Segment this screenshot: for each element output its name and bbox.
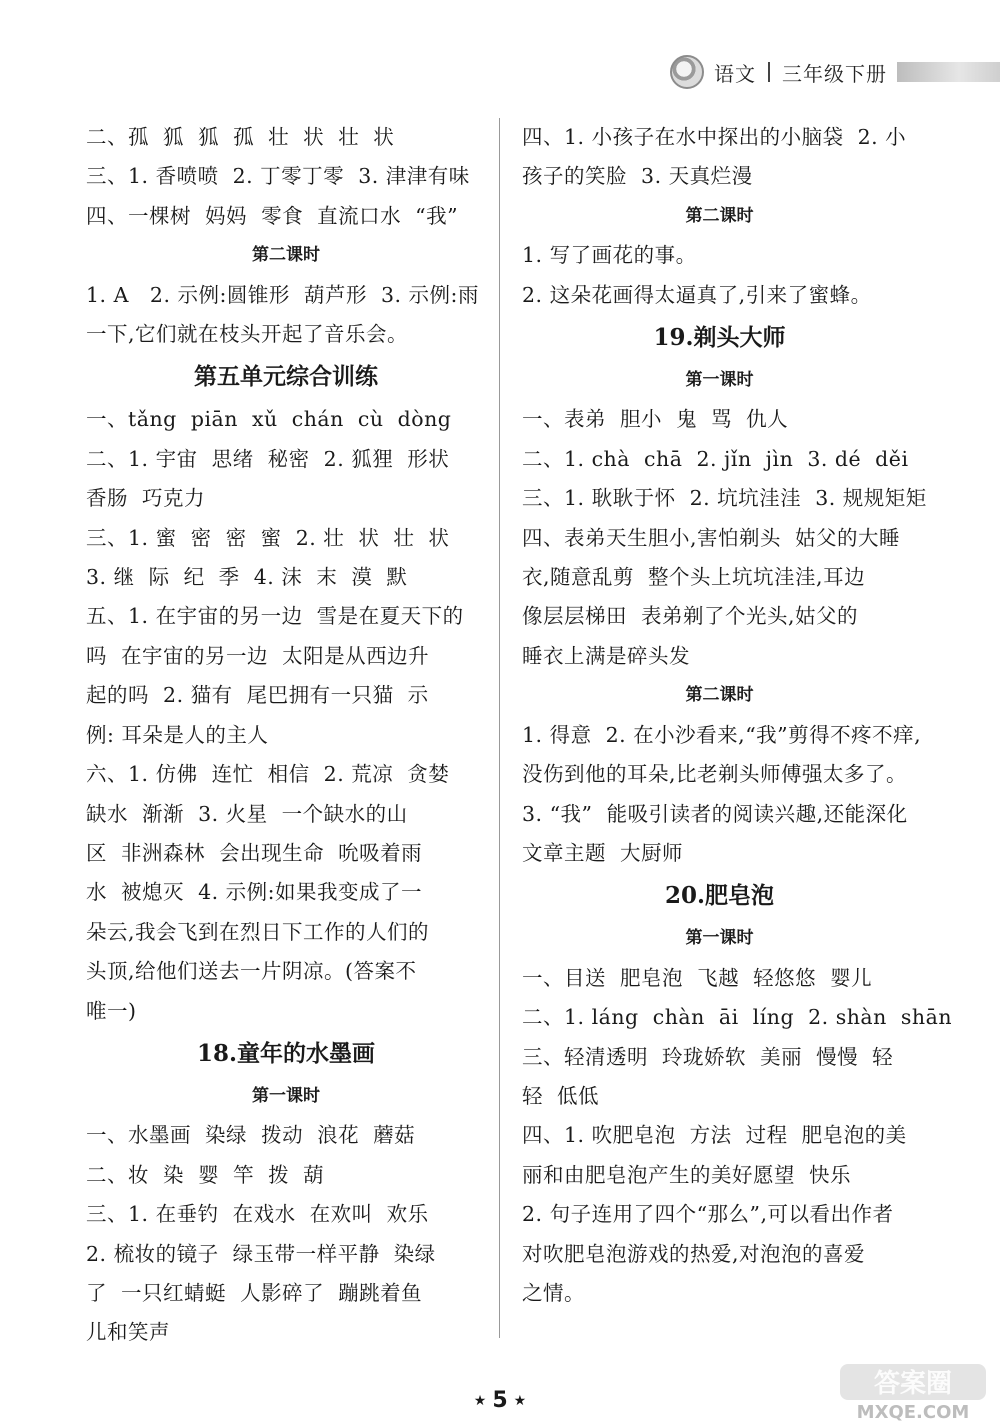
answer-line: 五、1. 在宇宙的另一边 雪是在夏天下的	[86, 604, 464, 629]
lesson-heading: 第一课时	[685, 928, 754, 949]
grade-label: 三年级下册	[782, 61, 887, 86]
answer-line: 轻 低低	[522, 1083, 600, 1108]
answer-line: 四、表弟天生胆小,害怕剃头 姑父的大睡	[522, 525, 901, 550]
lesson-heading: 第一课时	[252, 1085, 320, 1106]
answer-line: 衣,随意乱剪 整个头上坑坑洼洼,耳边	[522, 565, 866, 590]
answer-line: 一、表弟 胆小 鬼 骂 仇人	[522, 407, 789, 432]
answer-line: 一、tǎng piān xǔ chán cù dòng	[86, 407, 452, 432]
answer-line: 1. A 2. 示例:圆锥形 葫芦形 3. 示例:雨	[86, 282, 479, 307]
answer-line: 唯一)	[86, 998, 137, 1023]
answer-line: 香肠 巧克力	[86, 486, 206, 511]
answer-line: 3. 继 际 纪 季 4. 沫 末 漠 默	[86, 565, 408, 590]
answer-line: 文章主题 大厨师	[522, 840, 684, 865]
answer-line: 例: 耳朵是人的主人	[86, 722, 269, 747]
answer-line: 水 被熄灭 4. 示例:如果我变成了一	[86, 880, 423, 905]
header-decor-bar	[897, 62, 1000, 82]
answer-line: 起的吗 2. 猫有 尾巴拥有一只猫 示	[86, 683, 429, 708]
section-title: 第五单元综合训练	[194, 363, 378, 391]
answer-line: 二、1. chà chā 2. jǐn jìn 3. dé děi	[522, 446, 909, 471]
answer-line: 2. 这朵花画得太逼真了,引来了蜜蜂。	[522, 282, 872, 307]
answer-line: 二、1. 宇宙 思绪 秘密 2. 狐狸 形状	[86, 446, 450, 471]
answer-line: 三、1. 耿耿于怀 2. 坑坑洼洼 3. 规规矩矩	[522, 486, 927, 511]
subject-label: 语文	[714, 61, 756, 86]
answer-line: 丽和由肥皂泡产生的美好愿望 快乐	[522, 1162, 852, 1187]
page-number-value: 5	[492, 1388, 508, 1413]
answer-line: 了 一只红蜻蜓 人影碎了 蹦跳着鱼	[86, 1280, 423, 1305]
answer-line: 1. 得意 2. 在小沙看来,“我”剪得不疼不痒,	[522, 722, 922, 747]
answer-line: 二、孤 狐 狐 孤 壮 状 壮 状	[86, 125, 395, 149]
answer-line: 区 非洲森林 会出现生命 吮吸着雨	[86, 840, 423, 865]
watermark-url: MXQE.COM	[856, 1402, 970, 1423]
watermark-logo	[838, 1362, 988, 1424]
answer-line: 四、一棵树 妈妈 零食 直流口水 “我”	[86, 203, 459, 228]
answer-line: 缺水 渐渐 3. 火星 一个缺水的山	[86, 801, 408, 826]
answer-line: 吗 在宇宙的另一边 太阳是从西边升	[86, 643, 430, 668]
answer-line: 像层层梯田 表弟剃了个光头,姑父的	[522, 604, 859, 629]
answer-line: 一下,它们就在枝头开起了音乐会。	[86, 322, 409, 347]
answer-line: 2. 梳妆的镜子 绿玉带一样平静 染绿	[86, 1241, 436, 1266]
answer-line: 头顶,给他们送去一片阴凉。(答案不	[86, 959, 417, 984]
answer-line: 一、水墨画 染绿 拨动 浪花 蘑菇	[86, 1123, 416, 1148]
lesson-heading: 第二课时	[685, 205, 754, 226]
answer-line: 没伤到他的耳朵,比老剃头师傅强太多了。	[522, 762, 908, 787]
answer-line: 1. 写了画花的事。	[522, 243, 697, 268]
answer-line: 三、1. 香喷喷 2. 丁零丁零 3. 津津有味	[86, 164, 470, 189]
book-logo-icon	[670, 55, 704, 89]
answer-line: 3. “我” 能吸引读者的阅读兴趣,还能深化	[522, 801, 908, 826]
column-divider	[499, 118, 500, 1338]
section-title: 20.肥皂泡	[664, 882, 774, 910]
answer-line: 2. 句子连用了四个“那么”,可以看出作者	[522, 1202, 894, 1227]
lesson-heading: 第二课时	[685, 685, 754, 706]
header-separator	[768, 62, 770, 82]
answer-line: 睡衣上满是碎头发	[522, 643, 690, 668]
answer-line: 四、1. 小孩子在水中探出的小脑袋 2. 小	[522, 125, 907, 149]
right-column	[522, 118, 953, 1313]
left-column	[86, 118, 486, 1353]
answer-line: 朵云,我会飞到在烈日下工作的人们的	[86, 919, 430, 944]
answer-line: 之情。	[522, 1280, 585, 1305]
answer-line: 二、妆 染 婴 竿 拨 葫	[86, 1162, 325, 1187]
star-icon: ★	[513, 1393, 527, 1409]
answer-line: 三、1. 在垂钓 在戏水 在欢叫 欢乐	[86, 1202, 429, 1227]
answer-line: 三、1. 蜜 密 密 蜜 2. 壮 状 壮 状	[86, 525, 450, 550]
answer-line: 二、1. láng chàn āi líng 2. shàn shān	[522, 1005, 953, 1030]
section-title: 19.剃头大师	[653, 324, 786, 352]
star-icon: ★	[473, 1393, 487, 1409]
answer-line: 儿和笑声	[86, 1320, 170, 1345]
answer-line: 四、1. 吹肥皂泡 方法 过程 肥皂泡的美	[522, 1123, 907, 1148]
page-header	[670, 52, 1000, 92]
answer-line: 一、目送 肥皂泡 飞越 轻悠悠 婴儿	[522, 965, 873, 990]
answer-line: 六、1. 仿佛 连忙 相信 2. 荒凉 贪婪	[86, 762, 450, 787]
answer-line: 孩子的笑脸 3. 天真烂漫	[522, 164, 753, 189]
watermark-text: 答案圈	[873, 1369, 953, 1399]
answer-line: 三、轻清透明 玲珑娇软 美丽 慢慢 轻	[522, 1044, 894, 1069]
answer-line: 对吹肥皂泡游戏的热爱,对泡泡的喜爱	[522, 1241, 866, 1266]
lesson-heading: 第二课时	[252, 245, 320, 266]
section-title: 18.童年的水墨画	[196, 1039, 375, 1067]
lesson-heading: 第一课时	[685, 370, 754, 391]
